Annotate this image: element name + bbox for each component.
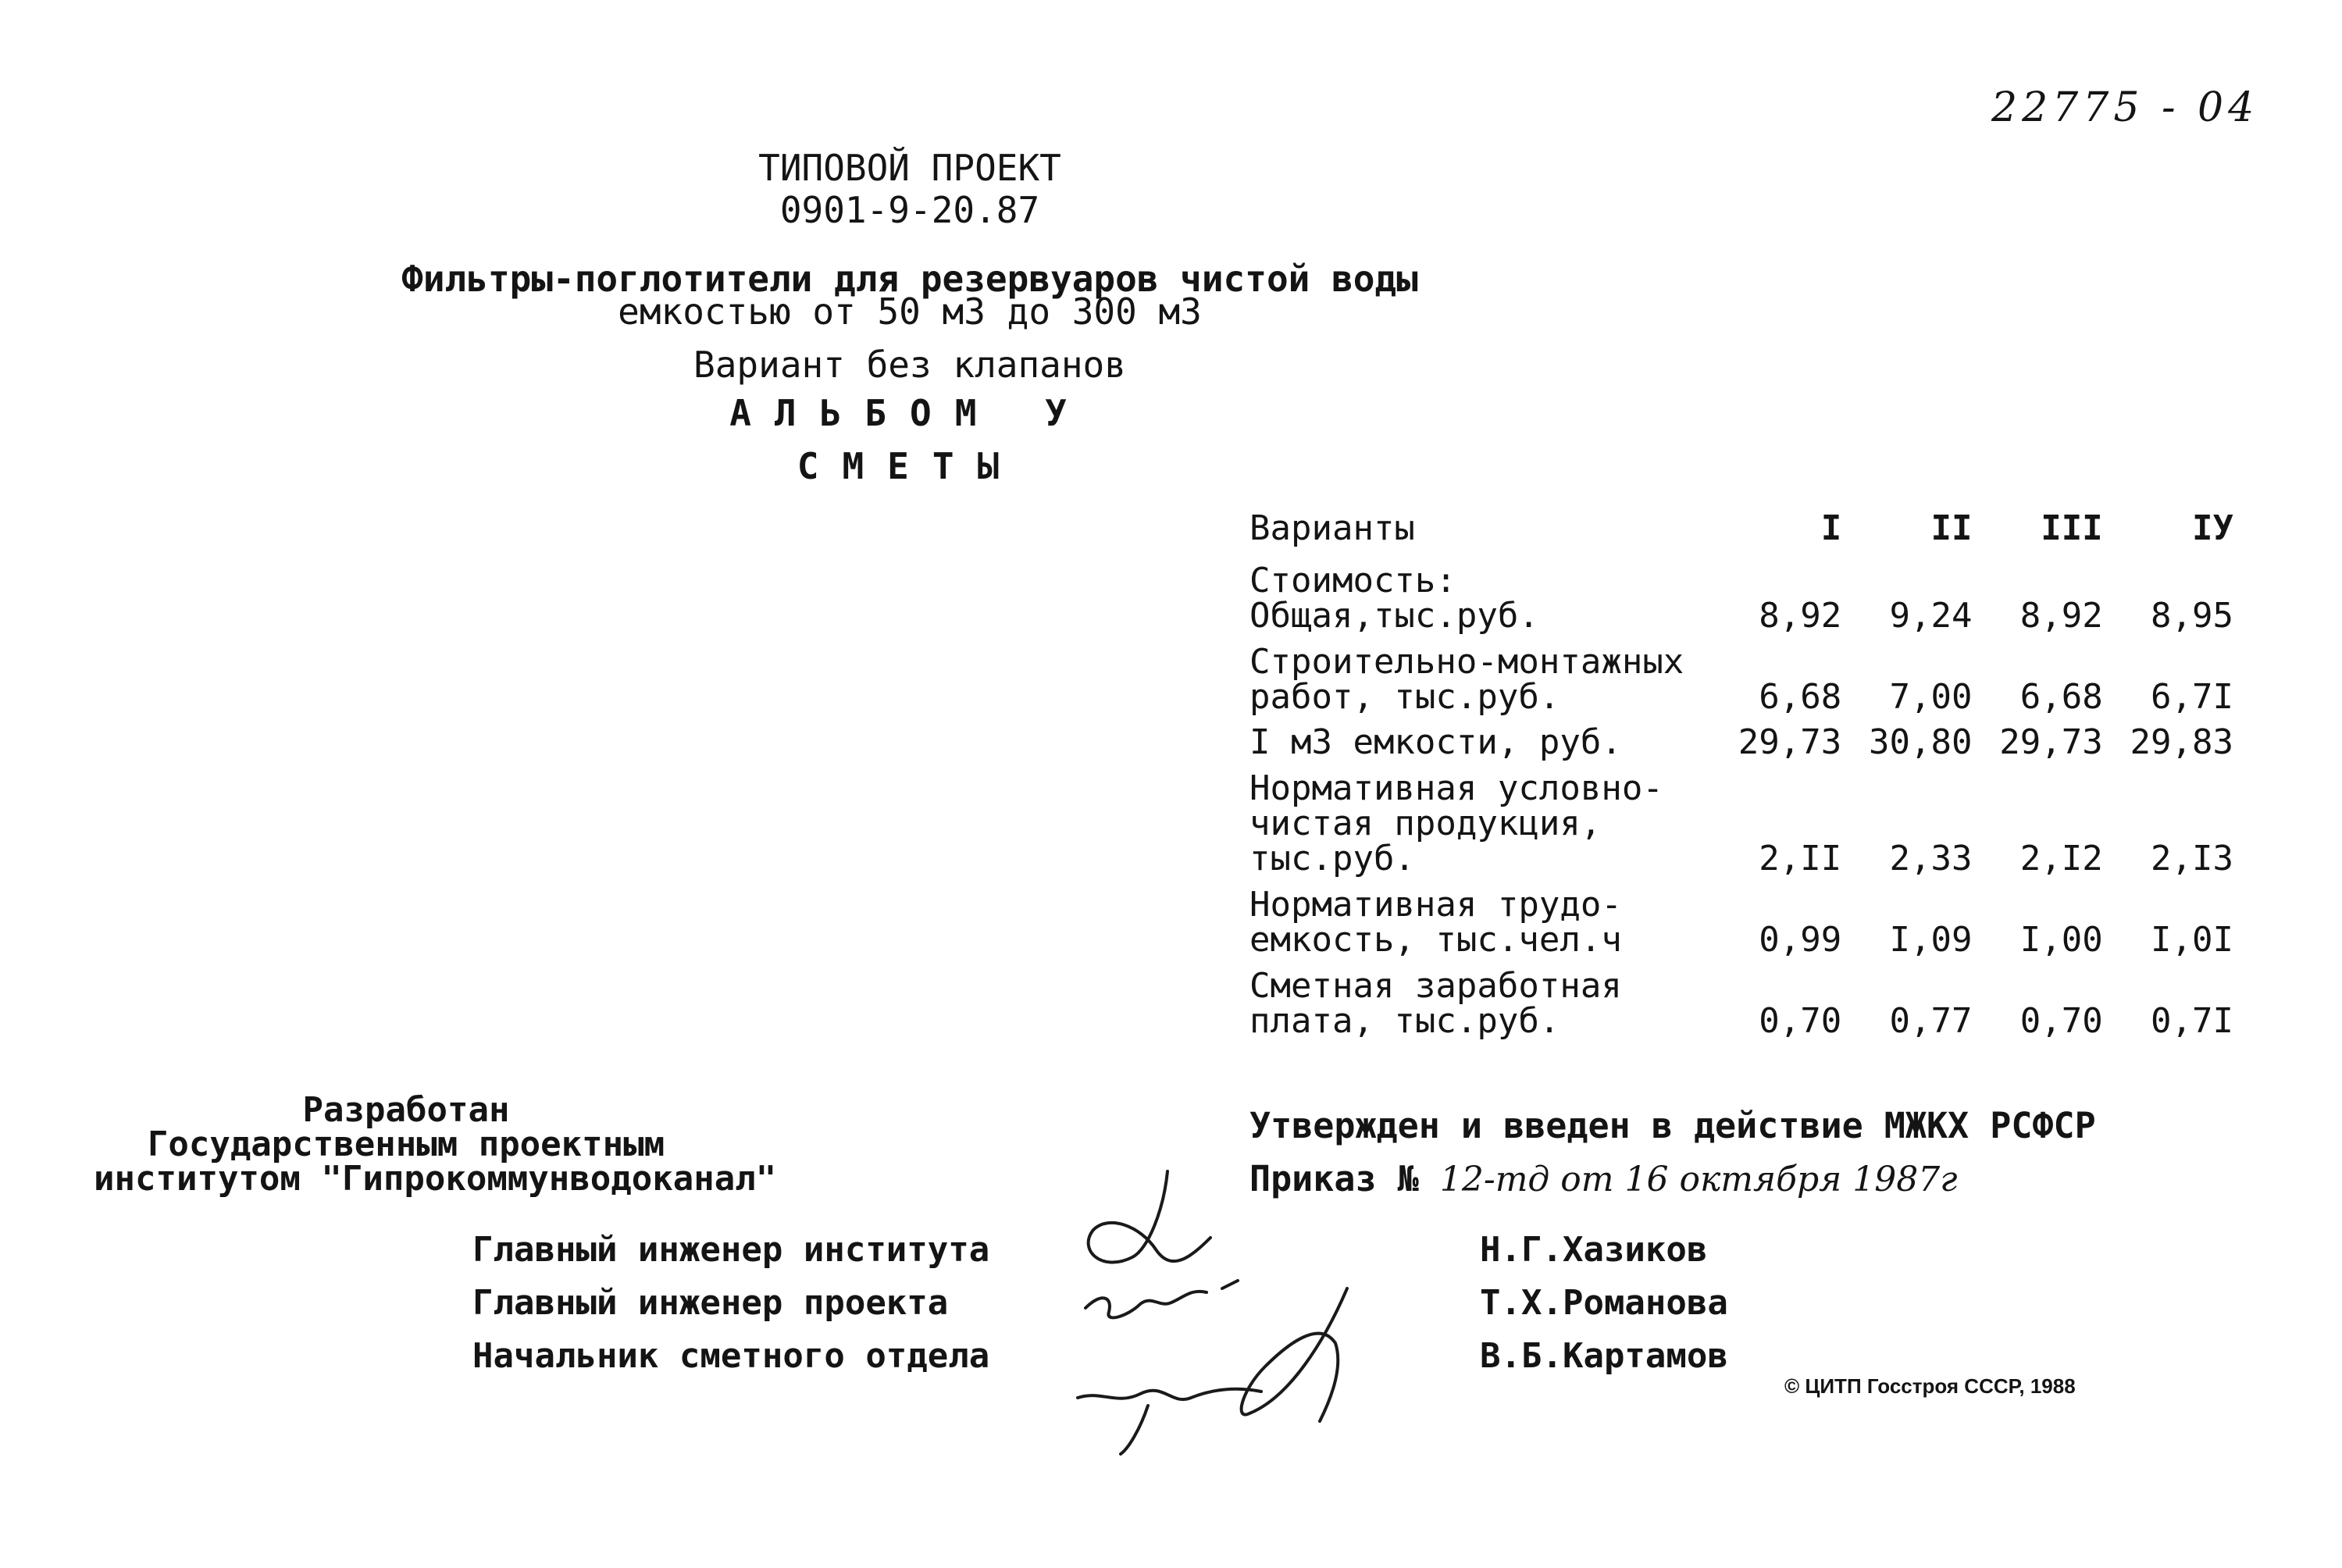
table-row xyxy=(1249,888,2233,969)
row-value: 6,68 xyxy=(2019,676,2103,717)
signature-4 xyxy=(1078,1389,1261,1454)
row-label: Нормативная трудо- емкость, тыс.чел.ч xyxy=(1249,884,1622,960)
row-value: 9,24 xyxy=(1889,595,1973,636)
row-value: 29,73 xyxy=(1999,722,2103,763)
project-description-line-1: Фильтры-поглотители для резервуаров чистой воды xyxy=(401,258,1418,300)
header-col-1: I xyxy=(1820,508,1842,548)
header-col-3: III xyxy=(2041,508,2103,548)
row-value: 0,70 xyxy=(2019,1000,2103,1041)
row-value: I,0I xyxy=(2151,919,2233,960)
row-value: 2,I2 xyxy=(2019,839,2103,878)
row-label: Строительно-монтажных работ, тыс.руб. xyxy=(1249,641,1684,717)
header-col-4: IУ xyxy=(2192,508,2233,548)
table-header-row xyxy=(1249,511,2233,564)
row-label: Сметная заработная плата, тыс.руб. xyxy=(1249,965,1622,1041)
row-label: Стоимость: Общая,тыс.руб. xyxy=(1249,560,1539,636)
signatory-title: Главный инженер проекта xyxy=(472,1283,949,1323)
row-value: I,00 xyxy=(2019,919,2103,960)
row-label: I м3 емкости, руб. xyxy=(1249,722,1622,763)
row-value: 7,00 xyxy=(1889,676,1973,717)
row-value: 8,95 xyxy=(2151,595,2233,636)
table-row xyxy=(1249,725,2233,772)
row-value: 0,77 xyxy=(1889,1000,1973,1041)
row-value: 0,70 xyxy=(1759,1000,1842,1041)
row-value: 2,II xyxy=(1759,839,1842,878)
developer-block xyxy=(94,1090,777,1199)
order-prefix: Приказ № xyxy=(1249,1158,1419,1199)
table-row xyxy=(1249,772,2233,888)
row-value: I,09 xyxy=(1889,919,1973,960)
project-variant: Вариант без клапанов xyxy=(693,344,1126,386)
developer-line-3: институтом "Гипрокоммунводоканал" xyxy=(94,1159,777,1199)
header-col-2: II xyxy=(1930,508,1973,548)
section-title: СМЕТЫ xyxy=(797,445,1023,487)
row-value: 8,92 xyxy=(1759,595,1842,636)
signatory-title: Главный инженер института xyxy=(472,1230,990,1270)
row-label: Нормативная условно- чистая продукция, тыс.руб. xyxy=(1249,768,1663,878)
signatory-title: Начальник сметного отдела xyxy=(472,1336,990,1376)
developer-line-2: Государственным проектным xyxy=(147,1124,665,1164)
row-value: 8,92 xyxy=(2019,595,2103,636)
row-value: 6,68 xyxy=(1759,676,1842,717)
album-label: АЛЬБОМ У xyxy=(729,392,1090,434)
signatory-name: Н.Г.Хазиков xyxy=(1480,1230,1708,1270)
row-value: 30,80 xyxy=(1868,722,1973,763)
row-value: 2,33 xyxy=(1889,839,1973,878)
cost-table xyxy=(1249,508,2233,1049)
signature-1 xyxy=(1089,1171,1210,1263)
project-description-line-2: емкостью от 50 м3 до 300 м3 xyxy=(618,290,1202,333)
approval-statement: Утвержден и введен в действие МЖКХ РСФСР xyxy=(1249,1105,2096,1146)
signature-2 xyxy=(1085,1281,1238,1317)
row-value: 29,73 xyxy=(1738,722,1842,763)
signatory-name: В.Б.Картамов xyxy=(1480,1336,1728,1376)
document-number: 22775 - 04 xyxy=(1991,84,2259,131)
table-row xyxy=(1249,969,2233,1050)
table-row xyxy=(1249,564,2233,645)
header-label: Варианты xyxy=(1249,508,1415,548)
row-value: 6,7I xyxy=(2151,676,2233,717)
developer-line-1: Разработан xyxy=(302,1090,510,1130)
project-type-title: ТИПОВОЙ ПРОЕКТ xyxy=(758,147,1061,189)
row-value: 0,7I xyxy=(2151,1000,2233,1041)
signatory-name: Т.Х.Романова xyxy=(1480,1283,1728,1323)
copyright-notice: © ЦИТП Госстроя СССР, 1988 xyxy=(1784,1374,2076,1398)
order-handwritten-details: 12-тд от 16 октября 1987г xyxy=(1439,1160,1958,1199)
project-code: 0901-9-20.87 xyxy=(779,189,1040,231)
handwritten-signatures xyxy=(1054,1164,1406,1460)
row-value: 29,83 xyxy=(2130,722,2233,763)
table-row xyxy=(1249,645,2233,726)
row-value: 0,99 xyxy=(1759,919,1842,960)
row-value: 2,I3 xyxy=(2151,839,2233,878)
signature-3 xyxy=(1242,1288,1347,1421)
